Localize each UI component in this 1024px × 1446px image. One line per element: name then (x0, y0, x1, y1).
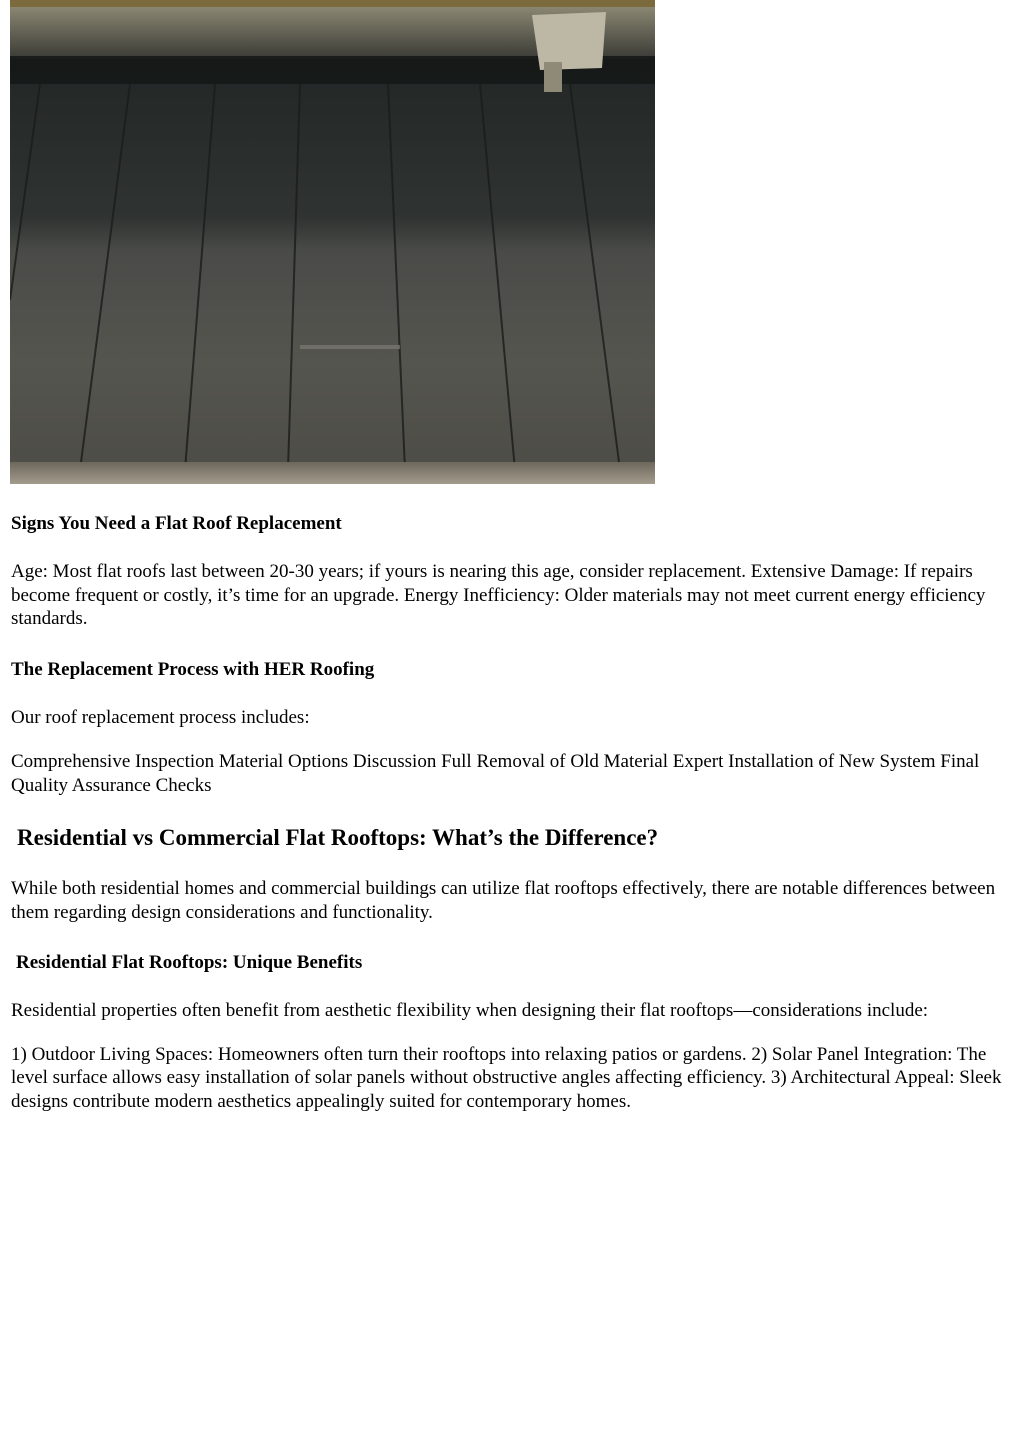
paragraph-difference: While both residential homes and commercial buildings can utilize flat rooftops effectively, there are notable differences between them regarding design considerations and functionality. (11, 878, 996, 923)
flat-roof-photo (10, 0, 655, 484)
article-body (11, 510, 1011, 1113)
flat-roof-illustration (10, 0, 655, 484)
section-heading-process: The Replacement Process with HER Roofing (11, 658, 375, 680)
section-heading-residential: Residential Flat Rooftops: Unique Benefits (16, 952, 363, 973)
section-heading-signs: Signs You Need a Flat Roof Replacement (11, 513, 342, 534)
paragraph-process-steps: Comprehensive Inspection Material Options Discussion Full Removal of Old Material Expert Installation of New System Final Quality Assurance Checks (11, 751, 980, 796)
paragraph-residential-intro: Residential properties often benefit from aesthetic flexibility when designing their flat rooftops—considerations include: (11, 1000, 929, 1021)
paragraph-residential-list: 1) Outdoor Living Spaces: Homeowners often turn their rooftops into relaxing patios or gardens. 2) Solar Panel Integration: The level surface allows easy installation of solar panels without obstructive angles affecting efficiency. 3) Architectural Appeal: Sleek designs contribute modern aesthetics appealingly suited for contemporary homes. (11, 1043, 1002, 1112)
paragraph-signs: Age: Most flat roofs last between 20-30 years; if yours is nearing this age, consider replacement. Extensive Damage: If repairs become frequent or costly, it’s time for an upgrade. Energy Inefficiency: Older materials may not meet current energy efficiency standards. (11, 561, 986, 629)
paragraph-process-intro: Our roof replacement process includes: (11, 706, 310, 728)
section-heading-difference: Residential vs Commercial Flat Rooftops: What’s the Difference? (17, 825, 659, 850)
